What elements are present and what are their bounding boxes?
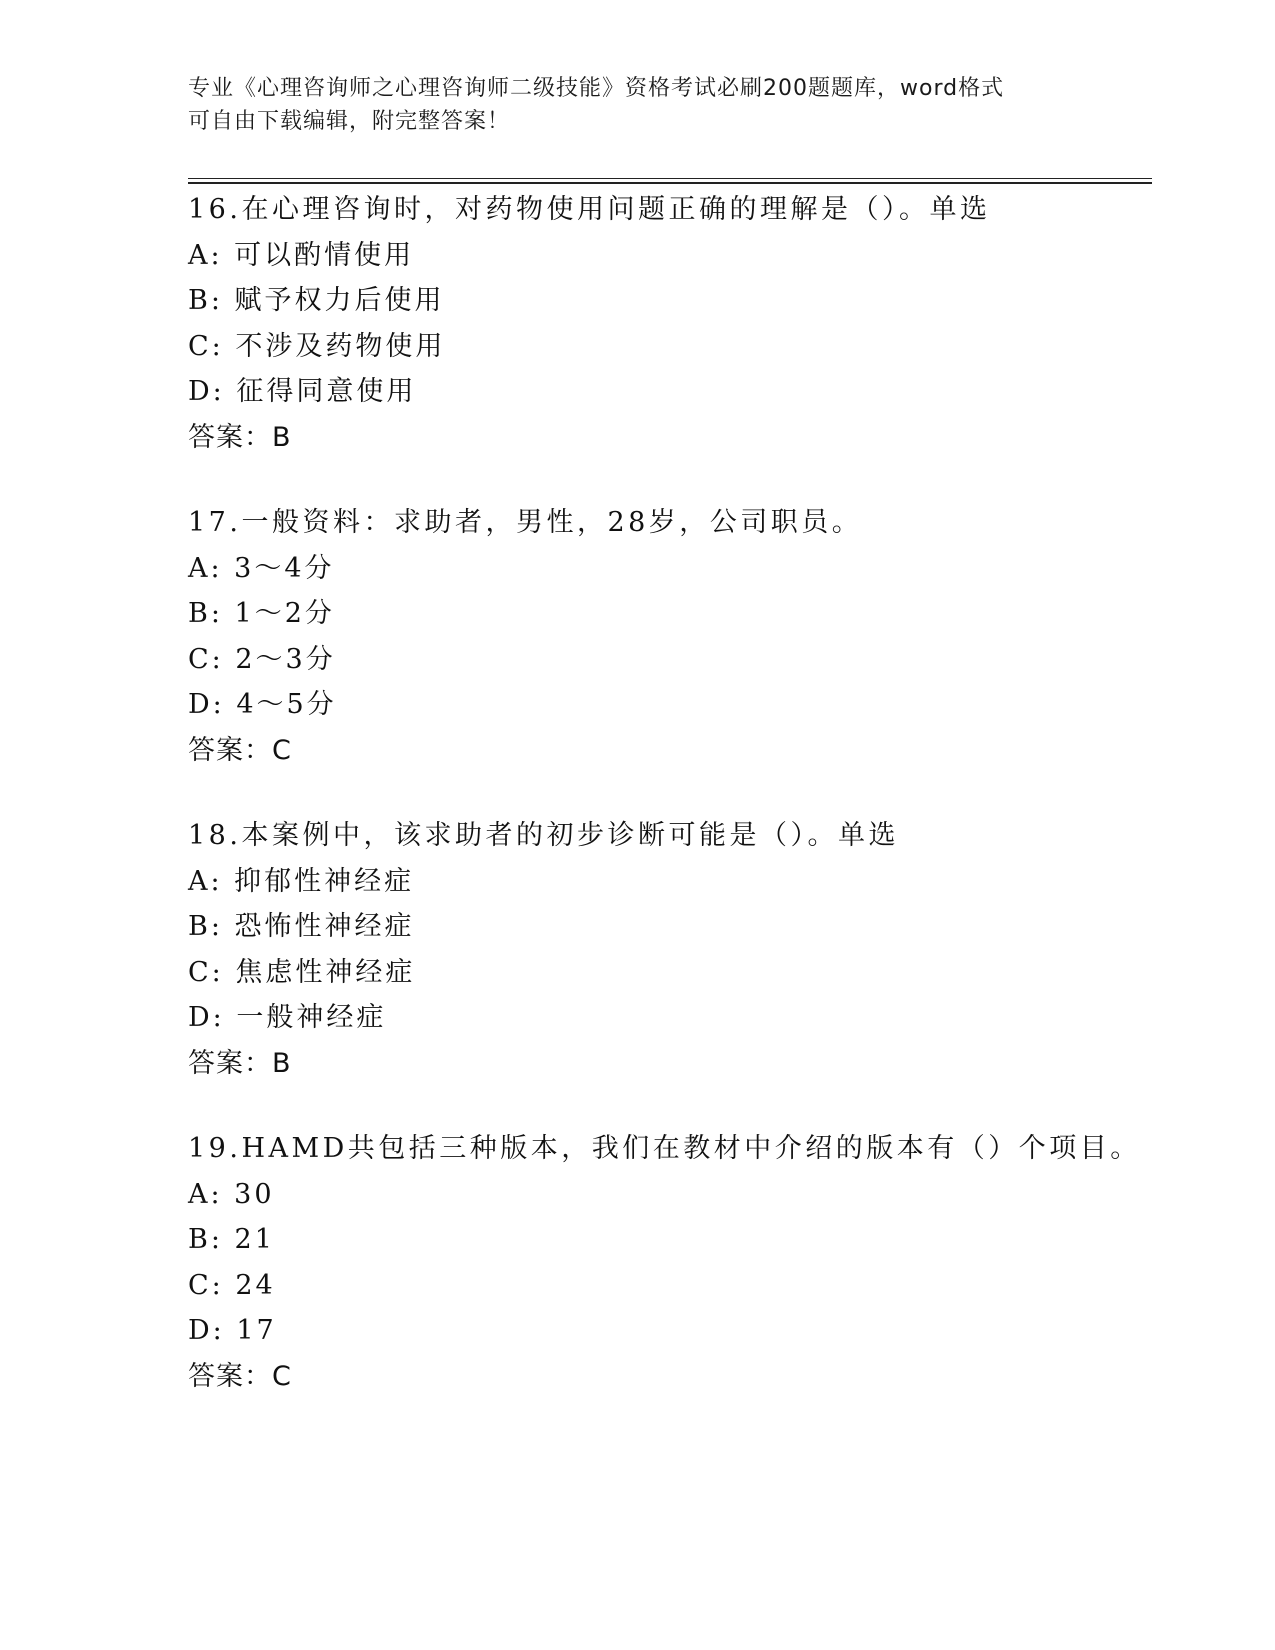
option-a: A: 3～4分 [188, 552, 335, 584]
question-list [188, 187, 1148, 1439]
header-title-line-2: 可自由下载编辑，附完整答案！ [188, 109, 511, 134]
header-title-line-1: 专业《心理咨询师之心理咨询师二级技能》资格考试必刷200题题库，word格式 [188, 76, 1005, 101]
header-divider-bottom [188, 182, 1152, 184]
answer-line: 答案：C [188, 734, 292, 766]
option-c: C: 24 [188, 1269, 276, 1301]
question-18 [188, 813, 1148, 1086]
question-16 [188, 187, 1148, 460]
question-stem: 19.HAMD共包括三种版本，我们在教材中介绍的版本有（）个项目。 [188, 1133, 1141, 1164]
question-stem: 16.在心理咨询时，对药物使用问题正确的理解是（）。单选 [188, 194, 991, 225]
option-c: C: 焦虑性神经症 [188, 956, 416, 988]
document-header [188, 72, 1088, 138]
option-b: B: 赋予权力后使用 [188, 285, 445, 316]
option-c: C: 2～3分 [188, 643, 336, 675]
answer-line: 答案：B [188, 1047, 292, 1079]
option-b: B: 21 [188, 1224, 275, 1255]
question-17 [188, 500, 1148, 773]
option-d: D: 4～5分 [188, 689, 337, 720]
question-19 [188, 1126, 1148, 1399]
option-a: A: 30 [188, 1178, 275, 1210]
option-b: B: 1～2分 [188, 598, 335, 629]
header-divider-top [188, 178, 1152, 179]
option-b: B: 恐怖性神经症 [188, 911, 415, 942]
question-stem: 18.本案例中，该求助者的初步诊断可能是（）。单选 [188, 820, 899, 851]
option-c: C: 不涉及药物使用 [188, 330, 446, 362]
question-stem: 17.一般资料：求助者，男性，28岁，公司职员。 [188, 507, 863, 538]
answer-line: 答案：C [188, 1360, 292, 1392]
option-a: A: 可以酌情使用 [188, 239, 415, 271]
option-d: D: 征得同意使用 [188, 376, 417, 407]
option-d: D: 17 [188, 1315, 277, 1346]
answer-line: 答案：B [188, 421, 292, 453]
option-a: A: 抑郁性神经症 [188, 865, 415, 897]
option-d: D: 一般神经症 [188, 1002, 387, 1033]
